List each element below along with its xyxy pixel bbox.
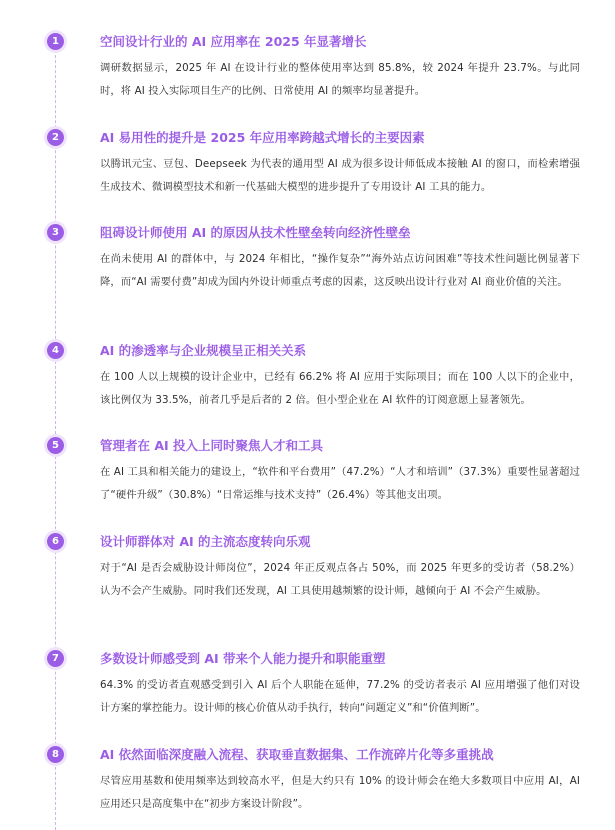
finding-title: AI 依然面临深度融入流程、获取垂直数据集、工作流碎片化等多重挑战 bbox=[100, 747, 494, 762]
step-number-badge: 3 bbox=[47, 224, 64, 241]
finding-title: AI 易用性的提升是 2025 年应用率跨越式增长的主要因素 bbox=[100, 130, 425, 145]
finding-body: 在 AI 工具和相关能力的建设上，“软件和平台费用”（47.2%）“人才和培训”（37.3%）重要性显著超过了“硬件升级”（30.8%）“日常运维与技术支持”（26.4%）等其他支出项。 bbox=[100, 466, 580, 501]
step-number-badge: 2 bbox=[47, 129, 64, 146]
finding-body: 调研数据显示，2025 年 AI 在设计行业的整体使用率达到 85.8%，较 2024 年提升 23.7%。与此同时，将 AI 投入实际项目生产的比例、日常使用 AI 的频率均显著提升。 bbox=[100, 62, 580, 97]
step-number-badge: 7 bbox=[47, 650, 64, 667]
finding-body: 在尚未使用 AI 的群体中，与 2024 年相比，“操作复杂”“海外站点访问困难”等技术性问题比例显著下降，而“AI 需要付费”却成为国内外设计师重点考虑的因素，这反映出设计行业对 AI 商业价值的关注。 bbox=[100, 253, 580, 288]
finding-title: 设计师群体对 AI 的主流态度转向乐观 bbox=[100, 534, 311, 549]
step-number-badge: 1 bbox=[47, 33, 64, 50]
finding-title: AI 的渗透率与企业规模呈正相关关系 bbox=[100, 343, 307, 358]
finding-body: 对于“AI 是否会威胁设计师岗位”，2024 年正反观点各占 50%，而 2025 年更多的受访者（58.2%）认为不会产生威胁。同时我们还发现，AI 工具使用越频繁的设计师，越倾向于 AI 不会产生威胁。 bbox=[100, 562, 580, 597]
finding-title: 阻碍设计师使用 AI 的原因从技术性壁垒转向经济性壁垒 bbox=[100, 225, 411, 240]
finding-title: 管理者在 AI 投入上同时聚焦人才和工具 bbox=[100, 438, 324, 453]
finding-title: 多数设计师感受到 AI 带来个人能力提升和职能重塑 bbox=[100, 651, 386, 666]
finding-body: 以腾讯元宝、豆包、Deepseek 为代表的通用型 AI 成为很多设计师低成本接触 AI 的窗口，而检索增强生成技术、微调模型技术和新一代基础大模型的进步提升了专用设计 AI 工具的能力。 bbox=[100, 158, 580, 193]
finding-body: 尽管应用基数和使用频率达到较高水平，但是大约只有 10% 的设计师会在绝大多数项目中应用 AI，AI 应用还只是高度集中在“初步方案设计阶段”。 bbox=[100, 775, 580, 810]
step-number-badge: 6 bbox=[47, 533, 64, 550]
step-number-badge: 5 bbox=[47, 437, 64, 454]
step-number-badge: 8 bbox=[47, 746, 64, 763]
finding-title: 空间设计行业的 AI 应用率在 2025 年显著增长 bbox=[100, 34, 367, 49]
finding-body: 在 100 人以上规模的设计企业中，已经有 66.2% 将 AI 应用于实际项目；而在 100 人以下的企业中，该比例仅为 33.5%，前者几乎是后者的 2 倍。但小型企业在 AI 软件的订阅意愿上显著领先。 bbox=[100, 371, 580, 406]
finding-body: 64.3% 的受访者直观感受到引入 AI 后个人职能在延伸，77.2% 的受访者表示 AI 应用增强了他们对设计方案的掌控能力。设计师的核心价值从动手执行，转向“问题定义”和“价值判断”。 bbox=[100, 679, 580, 714]
timeline-rail bbox=[55, 30, 56, 830]
step-number-badge: 4 bbox=[47, 342, 64, 359]
